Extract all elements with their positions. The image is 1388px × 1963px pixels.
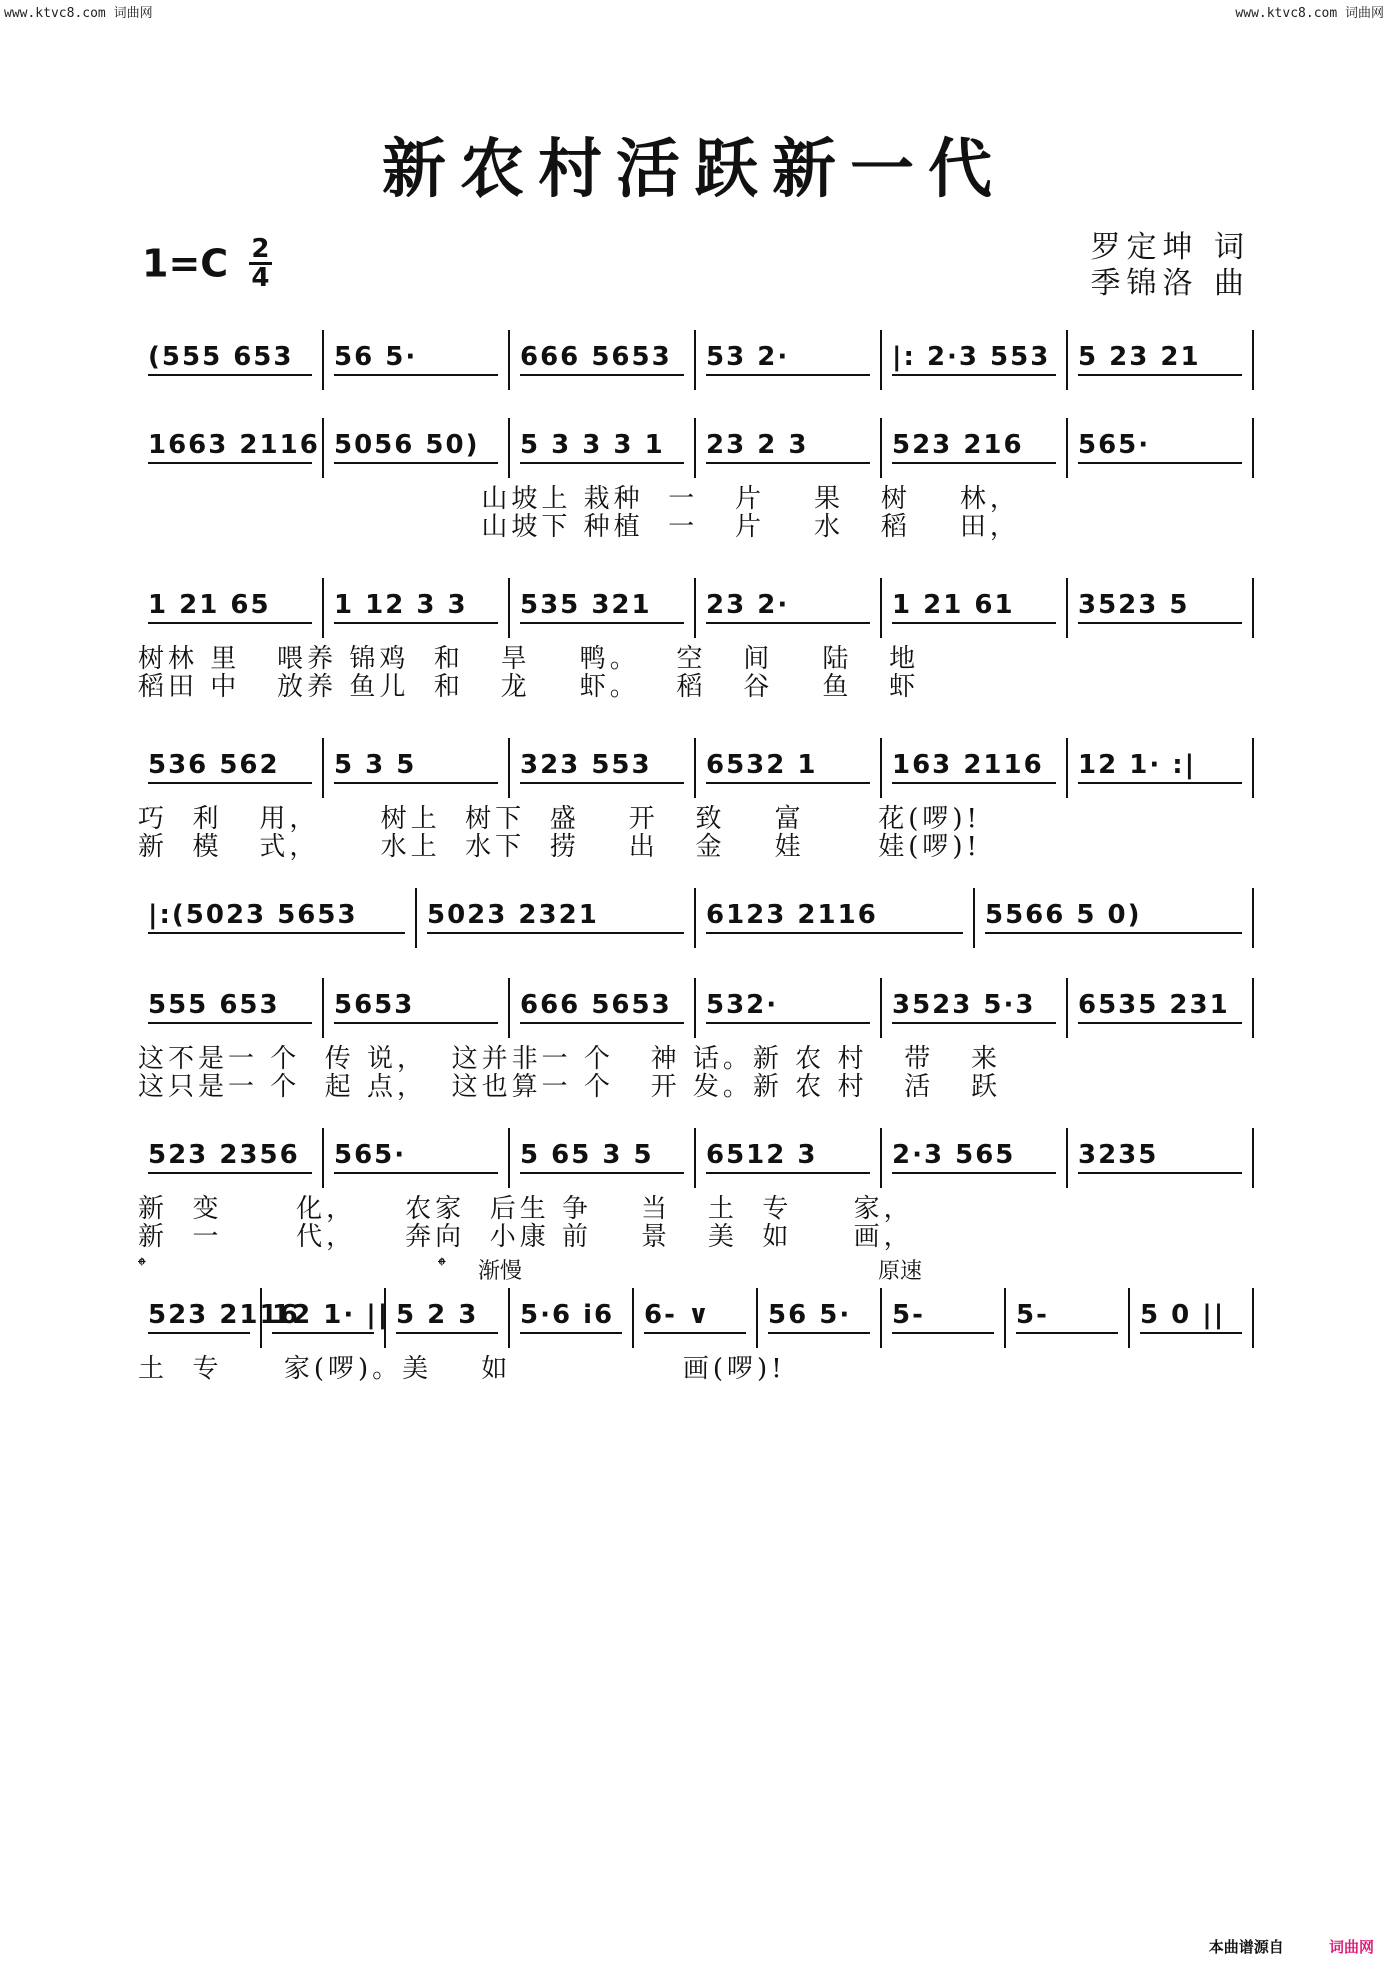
measure bbox=[138, 1288, 300, 1348]
measure-notes: |: 2·3 553 bbox=[892, 342, 1056, 376]
measure bbox=[1068, 330, 1254, 390]
measure-notes: 5056 50) bbox=[334, 430, 498, 464]
measure-notes: 5·6 i6 bbox=[520, 1300, 622, 1334]
composer-credit: 季锦洛 曲 bbox=[1090, 266, 1250, 301]
measure bbox=[696, 1128, 882, 1188]
measure bbox=[138, 1128, 324, 1188]
measure bbox=[696, 578, 882, 638]
measure bbox=[1068, 1128, 1254, 1188]
measure-notes: 23 2 3 bbox=[706, 430, 870, 464]
measure-notes: 1 21 61 bbox=[892, 590, 1056, 624]
measure bbox=[324, 418, 510, 478]
key-label: 1=C bbox=[142, 241, 229, 286]
measure bbox=[696, 888, 975, 948]
a-tempo-mark: 原速 bbox=[878, 1259, 923, 1284]
time-signature bbox=[249, 236, 271, 291]
measure bbox=[510, 418, 696, 478]
measure bbox=[1068, 578, 1254, 638]
measure bbox=[975, 888, 1254, 948]
song-title: 新农村活跃新一代 bbox=[382, 132, 1006, 207]
measure-row bbox=[138, 1288, 1254, 1348]
coda-mark: 𝄌 bbox=[138, 1254, 146, 1279]
measure bbox=[882, 418, 1068, 478]
measure-notes: 666 5653 bbox=[520, 342, 684, 376]
measure bbox=[758, 1288, 882, 1348]
lyricist-credit: 罗定坤 词 bbox=[1090, 230, 1250, 265]
score-system bbox=[138, 978, 1254, 1102]
coda-mark: 𝄌 bbox=[438, 1254, 446, 1279]
measure-notes: 532· bbox=[706, 990, 870, 1024]
measure bbox=[138, 978, 324, 1038]
measure bbox=[138, 738, 324, 798]
measure-notes: 5 0 || bbox=[1140, 1300, 1242, 1334]
measure-notes: 536 562 bbox=[148, 750, 312, 784]
measure-notes: 5- bbox=[892, 1300, 994, 1334]
score-system bbox=[138, 1128, 1254, 1252]
measure-notes: 53 2· bbox=[706, 342, 870, 376]
measure bbox=[1068, 738, 1254, 798]
measure-notes: 666 5653 bbox=[520, 990, 684, 1024]
key-signature bbox=[142, 236, 272, 291]
lyric-line: 新 一 代， 奔向 小康 前 景 美 如 画， bbox=[138, 1222, 914, 1252]
measure bbox=[510, 978, 696, 1038]
measure-row bbox=[138, 418, 1254, 478]
lyric-line: 新 模 式， 水上 水下 捞 出 金 娃 娃(啰)! bbox=[138, 832, 981, 862]
measure-notes: 535 321 bbox=[520, 590, 684, 624]
measure bbox=[324, 738, 510, 798]
measure bbox=[262, 1288, 390, 1348]
measure-notes: 5 65 3 5 bbox=[520, 1140, 684, 1174]
measure bbox=[138, 578, 324, 638]
measure-notes: 6- ∨ bbox=[644, 1300, 746, 1334]
measure-notes: 3523 5 bbox=[1078, 590, 1242, 624]
measure bbox=[882, 1128, 1068, 1188]
lyric-line: 这不是一 个 传 说， 这并非一 个 神 话。新 农 村 带 来 bbox=[138, 1044, 1002, 1074]
measure-notes: (555 653 bbox=[148, 342, 312, 376]
site-watermark-right: www.ktvc8.com 词曲网 bbox=[1235, 6, 1384, 21]
measure-notes: 5023 2321 bbox=[427, 900, 684, 934]
measure-row bbox=[138, 738, 1254, 798]
measure bbox=[324, 330, 510, 390]
measure bbox=[1130, 1288, 1254, 1348]
measure-notes: 555 653 bbox=[148, 990, 312, 1024]
score-system bbox=[138, 888, 1254, 948]
measure bbox=[696, 978, 882, 1038]
lyric-line: 山坡上 栽种 一 片 果 树 林， bbox=[138, 484, 1020, 514]
measure-notes: |:(5023 5653 bbox=[148, 900, 405, 934]
measure bbox=[634, 1288, 758, 1348]
measure bbox=[324, 1128, 510, 1188]
time-top: 2 bbox=[251, 234, 270, 264]
measure-notes: 12 1· || bbox=[272, 1300, 374, 1334]
measure bbox=[1006, 1288, 1130, 1348]
measure-notes: 5 23 21 bbox=[1078, 342, 1242, 376]
measure bbox=[1068, 978, 1254, 1038]
measure-notes: 6532 1 bbox=[706, 750, 870, 784]
measure-notes: 2·3 565 bbox=[892, 1140, 1056, 1174]
measure-notes: 6512 3 bbox=[706, 1140, 870, 1174]
footer bbox=[1209, 1936, 1374, 1957]
measure bbox=[138, 330, 324, 390]
measure bbox=[882, 578, 1068, 638]
measure-row bbox=[138, 888, 1254, 948]
measure bbox=[386, 1288, 510, 1348]
measure-notes: 5566 5 0) bbox=[985, 900, 1242, 934]
lyric-line: 树林 里 喂养 锦鸡 和 旱 鸭。 空 间 陆 地 bbox=[138, 644, 920, 674]
measure-row bbox=[138, 978, 1254, 1038]
measure bbox=[510, 330, 696, 390]
measure-notes: 523 216 bbox=[892, 430, 1056, 464]
score-system bbox=[138, 578, 1254, 702]
measure-notes: 565· bbox=[1078, 430, 1242, 464]
lyric-line: 巧 利 用， 树上 树下 盛 开 致 富 花(啰)! bbox=[138, 804, 981, 834]
score-system bbox=[138, 1254, 1254, 1384]
measure bbox=[1068, 418, 1254, 478]
lyric-line: 土 专 家(啰)。美 如 画(啰)! bbox=[138, 1354, 786, 1384]
measure bbox=[510, 738, 696, 798]
footer-brand: 词曲网 bbox=[1328, 1938, 1374, 1956]
measure bbox=[882, 1288, 1006, 1348]
measure bbox=[138, 418, 324, 478]
measure-notes: 5 2 3 bbox=[396, 1300, 498, 1334]
time-bottom: 4 bbox=[251, 263, 270, 293]
measure-notes: 1663 2116 bbox=[148, 430, 312, 464]
measure-notes: 6123 2116 bbox=[706, 900, 963, 934]
measure bbox=[696, 330, 882, 390]
measure-notes: 1 12 3 3 bbox=[334, 590, 498, 624]
score-system bbox=[138, 738, 1254, 862]
measure-notes: 163 2116 bbox=[892, 750, 1056, 784]
site-watermark-left: www.ktvc8.com 词曲网 bbox=[4, 6, 153, 21]
measure-notes: 5- bbox=[1016, 1300, 1118, 1334]
score-system bbox=[138, 330, 1254, 390]
measure-row bbox=[138, 1128, 1254, 1188]
measure-notes: 565· bbox=[334, 1140, 498, 1174]
measure bbox=[882, 978, 1068, 1038]
measure-row bbox=[138, 330, 1254, 390]
measure bbox=[510, 578, 696, 638]
measure-notes: 5653 bbox=[334, 990, 498, 1024]
measure-notes: 56 5· bbox=[768, 1300, 870, 1334]
measure-notes: 5 3 5 bbox=[334, 750, 498, 784]
measure-notes: 5 3 3 3 1 bbox=[520, 430, 684, 464]
measure-notes: 3523 5·3 bbox=[892, 990, 1056, 1024]
measure-notes: 323 553 bbox=[520, 750, 684, 784]
measure bbox=[882, 738, 1068, 798]
measure-notes: 523 2356 bbox=[148, 1140, 312, 1174]
measure bbox=[324, 578, 510, 638]
measure-notes: 1 21 65 bbox=[148, 590, 312, 624]
measure-notes: 3235 bbox=[1078, 1140, 1242, 1174]
lyric-line: 这只是一 个 起 点， 这也算一 个 开 发。新 农 村 活 跃 bbox=[138, 1072, 1002, 1102]
lyric-line: 稻田 中 放养 鱼儿 和 龙 虾。 稻 谷 鱼 虾 bbox=[138, 672, 920, 702]
measure-notes: 12 1· :| bbox=[1078, 750, 1242, 784]
measure bbox=[882, 330, 1068, 390]
lyric-line: 山坡下 种植 一 片 水 稻 田， bbox=[138, 512, 1020, 542]
footer-source: 本曲谱源自 bbox=[1208, 1938, 1284, 1956]
score-system bbox=[138, 418, 1254, 542]
measure-notes: 56 5· bbox=[334, 342, 498, 376]
measure bbox=[138, 888, 417, 948]
measure bbox=[324, 978, 510, 1038]
measure bbox=[510, 1128, 696, 1188]
measure-row bbox=[138, 578, 1254, 638]
measure bbox=[696, 418, 882, 478]
slowing-mark: 渐慢 bbox=[478, 1259, 523, 1284]
measure-notes: 523 2116 bbox=[148, 1300, 250, 1334]
measure bbox=[696, 738, 882, 798]
measure-notes: 6535 231 bbox=[1078, 990, 1242, 1024]
lyric-line: 新 变 化， 农家 后生 争 当 土 专 家， bbox=[138, 1194, 914, 1224]
measure bbox=[510, 1288, 634, 1348]
measure bbox=[417, 888, 696, 948]
measure-notes: 23 2· bbox=[706, 590, 870, 624]
